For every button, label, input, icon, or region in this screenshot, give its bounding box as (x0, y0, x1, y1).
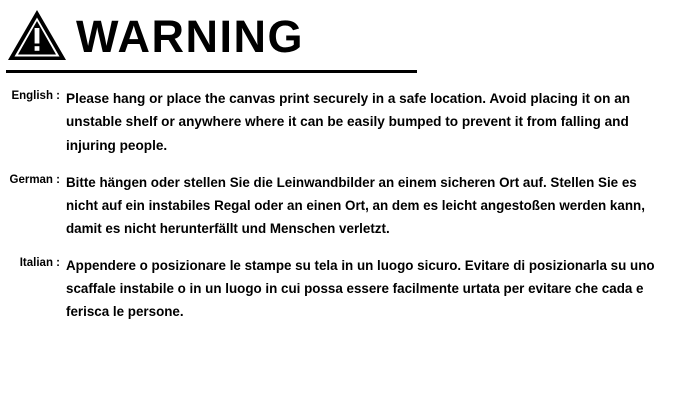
title-divider (6, 70, 417, 73)
language-label-english: English : (11, 90, 60, 102)
document-header (0, 0, 679, 62)
warning-text-italian: Appendere o posizionare le stampe su tela in un luogo sicuro. Evitare di posizionarla su uno scaffale instabile o in un luogo in cui possa essere facilmente urtata per evitare che cada e ferisca le persone. (66, 258, 655, 320)
warning-blocks (0, 87, 679, 323)
warning-block-italian (0, 254, 679, 323)
warning-block-english (0, 87, 679, 157)
warning-text-german: Bitte hängen oder stellen Sie die Leinwandbilder an einem sicheren Ort auf. Stellen Sie es nicht auf ein instabiles Regal oder an einen Ort, an dem es leicht angestoßen werden kann, damit es nicht herunterfällt und Menschen verletzt. (66, 175, 645, 237)
page-title: WARNING (76, 10, 304, 62)
warning-block-german (0, 171, 679, 240)
language-label-german: German : (9, 174, 60, 187)
warning-triangle-icon (6, 8, 68, 62)
language-label-italian: Italian : (19, 257, 60, 270)
warning-text-english: Please hang or place the canvas print securely in a safe location. Avoid placing it on an unstable shelf or anywhere where it can be easily bumped to prevent it from falling and injuring people. (66, 91, 631, 153)
